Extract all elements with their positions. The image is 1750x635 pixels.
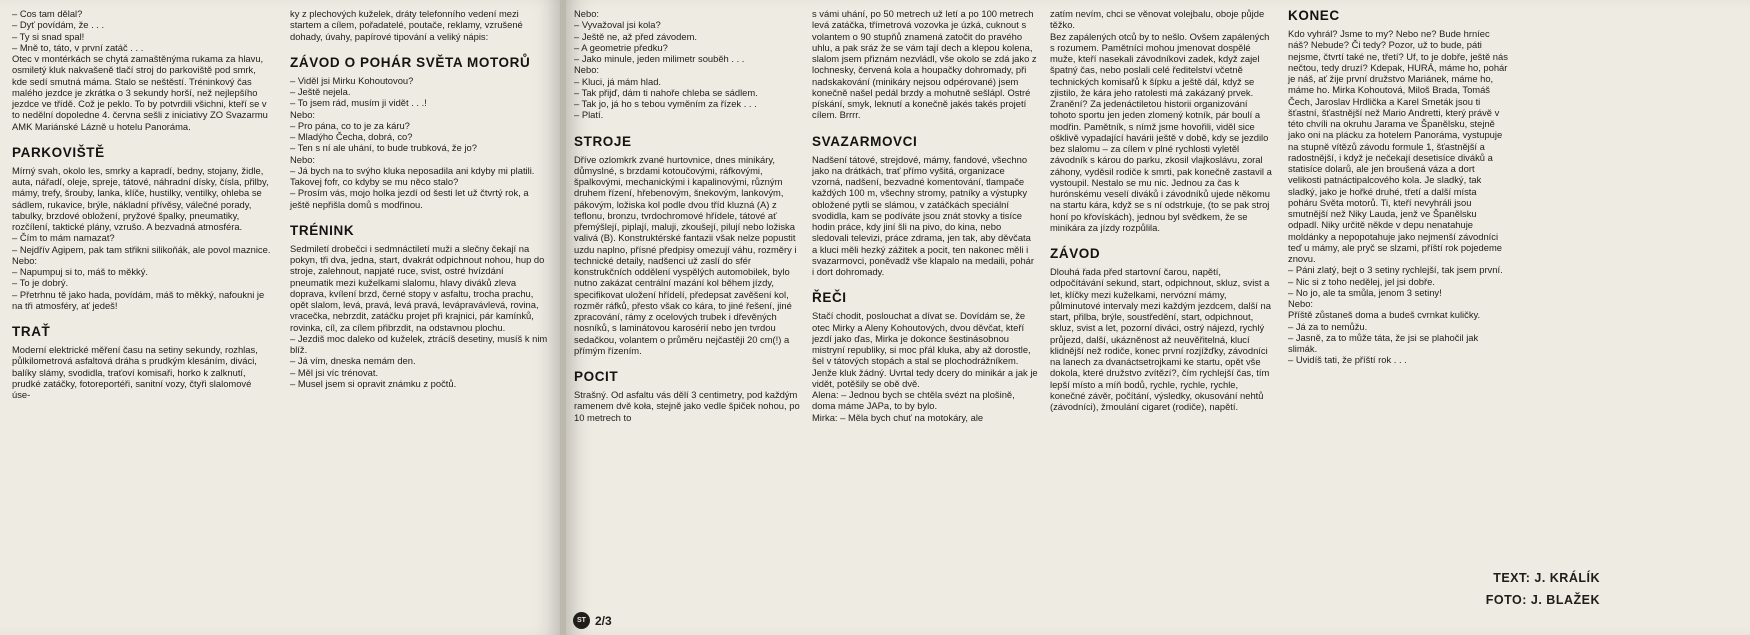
svazarmovci-text: Nadšení tátové, strejdové, mámy, fandové, všechno jako na drátkách, trať přímo vyšitá, organizace vzorná, nadšení, bezvadné komentování, tlampače každých 100 m, všechny stromy, patníky a výstupky obložené pytli se slámou, v zatáčkách speciální svodidla, kam se podíváte jsou znát stovky a tisíce hodin práce, kdy jiní šli na pivo, do kina, nebo sledovali televizi, práce zdrama, jen tak, aby děvčata a kluci měli hezký zážitek a pocit, ten nakonec měli i svazarmovci, poněvadž vše klapalo na medaili, pohár i dort dohromady. (812, 153, 1034, 277)
trat-text: Moderní elektrické měření času na setiny sekundy, rozhlas, půlkilometrová asfaltová dráha s prudkým klesáním, diváci, balíky slámy, svodidla, traťoví komisaři, horko k zalknutí, prudké zatáčky, fotoreportéři, sanitní vozy, čtyři slalomové úse- (12, 344, 258, 400)
column-2 (290, 8, 548, 389)
zavod-o-pohar-text: – Viděl jsi Mirku Kohoutovou? – Ještě nejela. – To jsem rád, musím ji vidět . . .! Nebo: – Pro pána, co to je za káru? – Mladýho Čecha, dobrá, co? – Ten s ní ale uhání, to bude trubková, že jo? Nebo: – Já bych na to svýho kluka neposadila ani kdyby mi platili. Takovej fofr, co kdyby se mu něco stalo? – Prosím vás, mojo holka jezdí od šesti let už čtvrtý rok, a ještě nepřišla domů s modřinou. (290, 74, 535, 210)
zavod-text: Dlouhá řada před startovní čarou, napětí, odpočítávání sekund, start, odpichnout, skluz, svist a let, klíčky mezi kuželkami, nervózní mámy, půlminutové intervaly mezi každým jezdcem, další na start, přilba, brýle, soustředění, start, odpichnout, skluz, svist a let, pozorní diváci, ostrý nájezd, rychlý průjezd, další, ukázněnost až neuvěřitelná, klucí klidnější než rodiče, konec první rozjížďky, závodníci na lanech za dvanáctsetrojkami ke startu, opět vše dokola, které družstvo zvítězí?, čím rychlejší čas, tím lepší místo a míň bodů, rychle, rychle, rychle, konečné závěr, počítání, výsledky, okusování nehtů (závodníci), žmoulání cigaret (rodiče), napětí. (1050, 266, 1271, 412)
column-6 (1288, 6, 1508, 366)
credit-photo-author: FOTO: J. BLAŽEK (1485, 593, 1600, 607)
intro-text: – Cos tam dělal? – Dyť povídám, že . . . – Ty si snad spal! – Mně to, táto, v první zatáč . . . Otec v montérkách se chytá zamaštěnýma rukama za hlavu, osmiletý kluk nakvašeně tlačí stroj do parkoviště pod smrk, kde sedí smutná máma. Stalo se neštěstí. Tréninkový čas malého jezdce je zkrátka o 3 sekundy horší, než nejlepšího jezdce ve třídě. Což je peklo. To by potvrdili všichni, kteří se v to nedělní dopoledne 4. června sešli z iniciativy ZO Svazarmu AMK Mariánské Lázně u hotelu Panoráma. (12, 8, 268, 132)
credits (1420, 567, 1600, 611)
heading-svazarmovci: SVAZARMOVCI (812, 133, 918, 149)
heading-trat: TRAŤ (12, 324, 51, 339)
heading-pocit: POCIT (574, 369, 619, 384)
konec-text: Kdo vyhrál? Jsme to my? Nebo ne? Bude hrníec náš? Nebude? Či tedy? Pozor, už to bude, páti nejsme, čtvrtí také ne, třetí? Uf, to je dobře, ještě nás nečtou, tedy druzí? Kdepak, HURÁ, máme ho, pohár je náš, ať žije první družstvo Mariánek, máme ho, máme ho. Mirka Kohoutová, Miloš Brada, Tomáš Čech, Jaroslav Hrdlička a Karel Smeták jsou ti šťastní, šťastnější než Mario Andretti, který právě v této chvíli na okruhu Jarama ve Španělsku, stejně jako oni na plácku za hotelem Panoráma, vystupuje na stupně vítězů závodu formule 1, šťastnější a radostnější, i když je nečekají desetisíce diváků a statisíce dolarů, ale jen broušená váza a dort velikosti patnáctipalcového kola. Je sladký, tak sladký, jako je hořké druhé, třetí a další místa poháru Světa motorů. Ti, kteří nevyhráli jsou smutnější než Niky Lauda, jenž ve Španělsku odpadl. Niky určitě někde v depu nenatahuje moldánky a nepopotahuje jako nejmenší závodníci teď u mámy, ale pryč se slzami, příští rok pojedeme znovu. – Páni zlatý, bejt o 3 setiny rychlejší, tak jsem první. – Nic si z toho nedělej, jel jsi dobře. – No jo, ale ta smůla, jenom 3 setiny! Nebo: Příště zůstaneš doma a budeš cvrnkat kuličky. – Já za to nemůžu. – Jasně, za to může táta, že jsi se plahočil jak slimák. – Uvidíš tati, že příští rok . . . (1288, 28, 1508, 366)
heading-parkoviste: PARKOVIŠTĚ (12, 144, 105, 160)
column-5 (1050, 8, 1276, 412)
stroje-text: Dříve ozlomkrk zvané hurtovnice, dnes minikáry, důmyslné, s brzdami kotoučovými, ráfkovými, špalkovými, mechanickými i kapalinovými, různým druhem řízení, hřebenovým, šnekovým, lankovým, pákovým, ložiska kol podle dvou tříd kluzná (A) z teflonu, bronzu, tvrdochromové hřídele, tátové ať přemýšlejí, piplají, maluji, zkoušejí, pilují nebo ložiska valivá (B). Konstruktérské fantazii však nelze popustit uzdu naplno, přísné předpisy omezují váhu, rozměry i technické detaily, nadšenci už zaslí do sfér konstrukčních oddělení vyspělých automobilek, bylo nutno zakázat centrální mazání kol během jízdy, specifikovat uložení hřídelí, předepsat zavěšení kol, rozměr ráfků, přesto však co kára, to jiné řešení, jiné zpracování, rámy z ocelových trubek i dřevěných nosníků, s laminátovou karosérií nebo jen tvrdou sedačkou, volantem o průměru nejčastěji 20 cm(!) a přímým řízením. (574, 153, 797, 356)
right-page (566, 0, 1750, 635)
page-folio (573, 612, 612, 629)
page-number: 2/3 (595, 613, 612, 628)
column-3-dialogue: Nebo: – Vyvažoval jsi kola? – Ještě ne, až před závodem. – A geometrie předku? – Jako minule, jeden milimetr souběh . . . Nebo: – Kluci, já mám hlad. – Tak přijď, dám ti nahoře chleba se sádlem. – Tak jo, já ho s tebou vyměním za řízek . . . – Platí. (574, 8, 758, 121)
heading-trenink: TRÉNINK (290, 222, 355, 238)
column-1 (12, 8, 272, 400)
heading-stroje: STROJE (574, 133, 632, 149)
heading-zavod: ZÁVOD (1050, 246, 1101, 261)
column-3 (574, 8, 800, 423)
column-2-intro: ky z plechových kuželek, dráty telefonního vedení mezi startem a cílem, pořadatelé, poutače, reklamy, vzrušené dohady, úvahy, papírové tipování a veliký nápis: (290, 8, 523, 42)
pocit-text: Strašný. Od asfaltu vás dělí 3 centimetry, pod každým ramenem dvě koła, stejně jako vedle špiček nohou, po 10 metrech to (574, 389, 800, 423)
column-4-intro: s vámi uhání, po 50 metrech už letí a po 100 metrech levá zatáčka, třímetrová vozovka je úzká, cuknout s volantem o 90 stupňů znamená zatočit do pravého uhlu, a pak sráz že se vám tají dech a klepou kolena, slalom jsem přiznám nezvládl, vše okolo se zdá jako z lochnesky, červená kola a houpačky dohromady, při nadskakování (minikáry nejsou odpérované) jsem konečně našel pedál brzdy a mohutně sešlápl. Ostré pískání, smyk, leknutí a konečně jakés takés projetí cílem. Brrrr. (812, 8, 1037, 121)
column-4 (812, 8, 1038, 423)
credit-text-author: TEXT: J. KRÁLÍK (1493, 571, 1600, 585)
trenink-text: Sedmiletí drobečci i sedmnáctiletí muži a slečny čekají na pokyn, tři dva, jedna, start, dvakrát odpichnout nohou, hup do stroje, zalehnout, napjaté ruce, svist, ostré hvízdání pneumatik mezi kuželkami slalomu, hlavy diváků zleva doprava, kvílení brzd, černé stopy v asfaltu, trocha prachu, opět slalom, levá, pravá, levá pravá, levápravávlevá, rovina, vracečka, nebrzdit, zatáčku projet při krajnici, pár kamínků, rovinka, cíl, za cílem přibrzdit, na odstavnou plochu. – Jezdiš moc daleko od kuželek, ztrácíš desetiny, musíš k nim blíž. – Já vím, dneska nemám den. – Měl jsi víc trénovat. – Musel jsem si opravit známku z počtů. (290, 242, 548, 389)
parkoviste-text: Mírný svah, okolo les, smrky a kapradí, bedny, stojany, židle, auta, nářadí, oleje, spreje, tátové, náhradní dísky, čísla, přilby, mámy, trefy, šrouby, lanka, klíče, hustilky, ventilky, ohleba se sádlem, rukavice, brýle, nákladní přívěsy, válečné porady, tabulky, brzdové obložení, pryžové špalky, pneumatiky, rozčílení, taktické plány, vzrušo. A bezvadná atmosféra. – Čím to mám namazat? – Nejdřív Agipem, pak tam střikni silikoňák, ale povol maznice. Nebo: – Napumpuj si to, máš to měkký. – To je dobrý. – Přetrhnu tě jako hada, povídám, máš to měkký, nafoukni je na tři atmosféry, ať jedeš! (12, 164, 271, 311)
heading-zavod-o-pohar: ZÁVOD O POHÁR SVĚTA MOTORŮ (290, 54, 531, 70)
heading-reci: ŘEČI (812, 290, 847, 306)
reci-text: Stačí chodit, poslouchat a dívat se. Dovídám se, že otec Mirky a Aleny Kohoutových, dvou děvčat, kteří jezdí jako ďas, Mirka je dokonce šestinásobnou mistryní republiky, si moc přál kluka, aby až dorostle, šel v tátových stopách a stal se plochodrážníkem. Jenže kluk žádný. Uvrtal tedy dcery do minikár a jak je vidět, potěšily se obě dvě. Alena: – Jednou bych se chtěla svézt na plošině, doma máme JAPa, to by bylo. Mirka: – Měla bych chuť na motokáry, ale (812, 310, 1038, 423)
column-5-intro: zatím nevím, chci se věnovat volejbalu, oboje půjde těžko. Bez zapálených otců by to nešlo. Ovšem zapálených s rozumem. Pamětníci mohou jmenovat dospělé muže, kteří nasekali závodníkovi zadek, když zajel špatný čas, nebo poslali celé ředitelství včetně technických komisařů k šípku a ještě dál, když se zjistilo, že kára jeho ratolesti má zakázaný prvek. Zranění? Za jedenáctiletou historii organizování tohoto sportu jen jeden zlomený kotník, pár boulí a modřin. Pamětník, s nímž jsme hovořili, viděl sice ošklivě vypadající havárii ještě v době, kdy se jezdilo bez slalomu – za cílem v plné rychlosti vyletěl závodník s károu do parku, zkosil vlajkoslávu, zoral záhony, vyděsil rodiče k smrti, pak konečně zastavil a vystoupil. Nestalo se mu nic. Jednou za čas k hurónskému veselí diváků i závodníků ujede někomu na startu kára, když se s ní odstrkuje, (to se pak stroj honí po křovískách), jednou byl svědkem, že se minikára za jízdy rozpůlila. (1050, 8, 1272, 233)
magazine-logo-icon: ST (573, 612, 590, 629)
heading-konec: KONEC (1288, 8, 1340, 23)
left-page (0, 0, 560, 635)
